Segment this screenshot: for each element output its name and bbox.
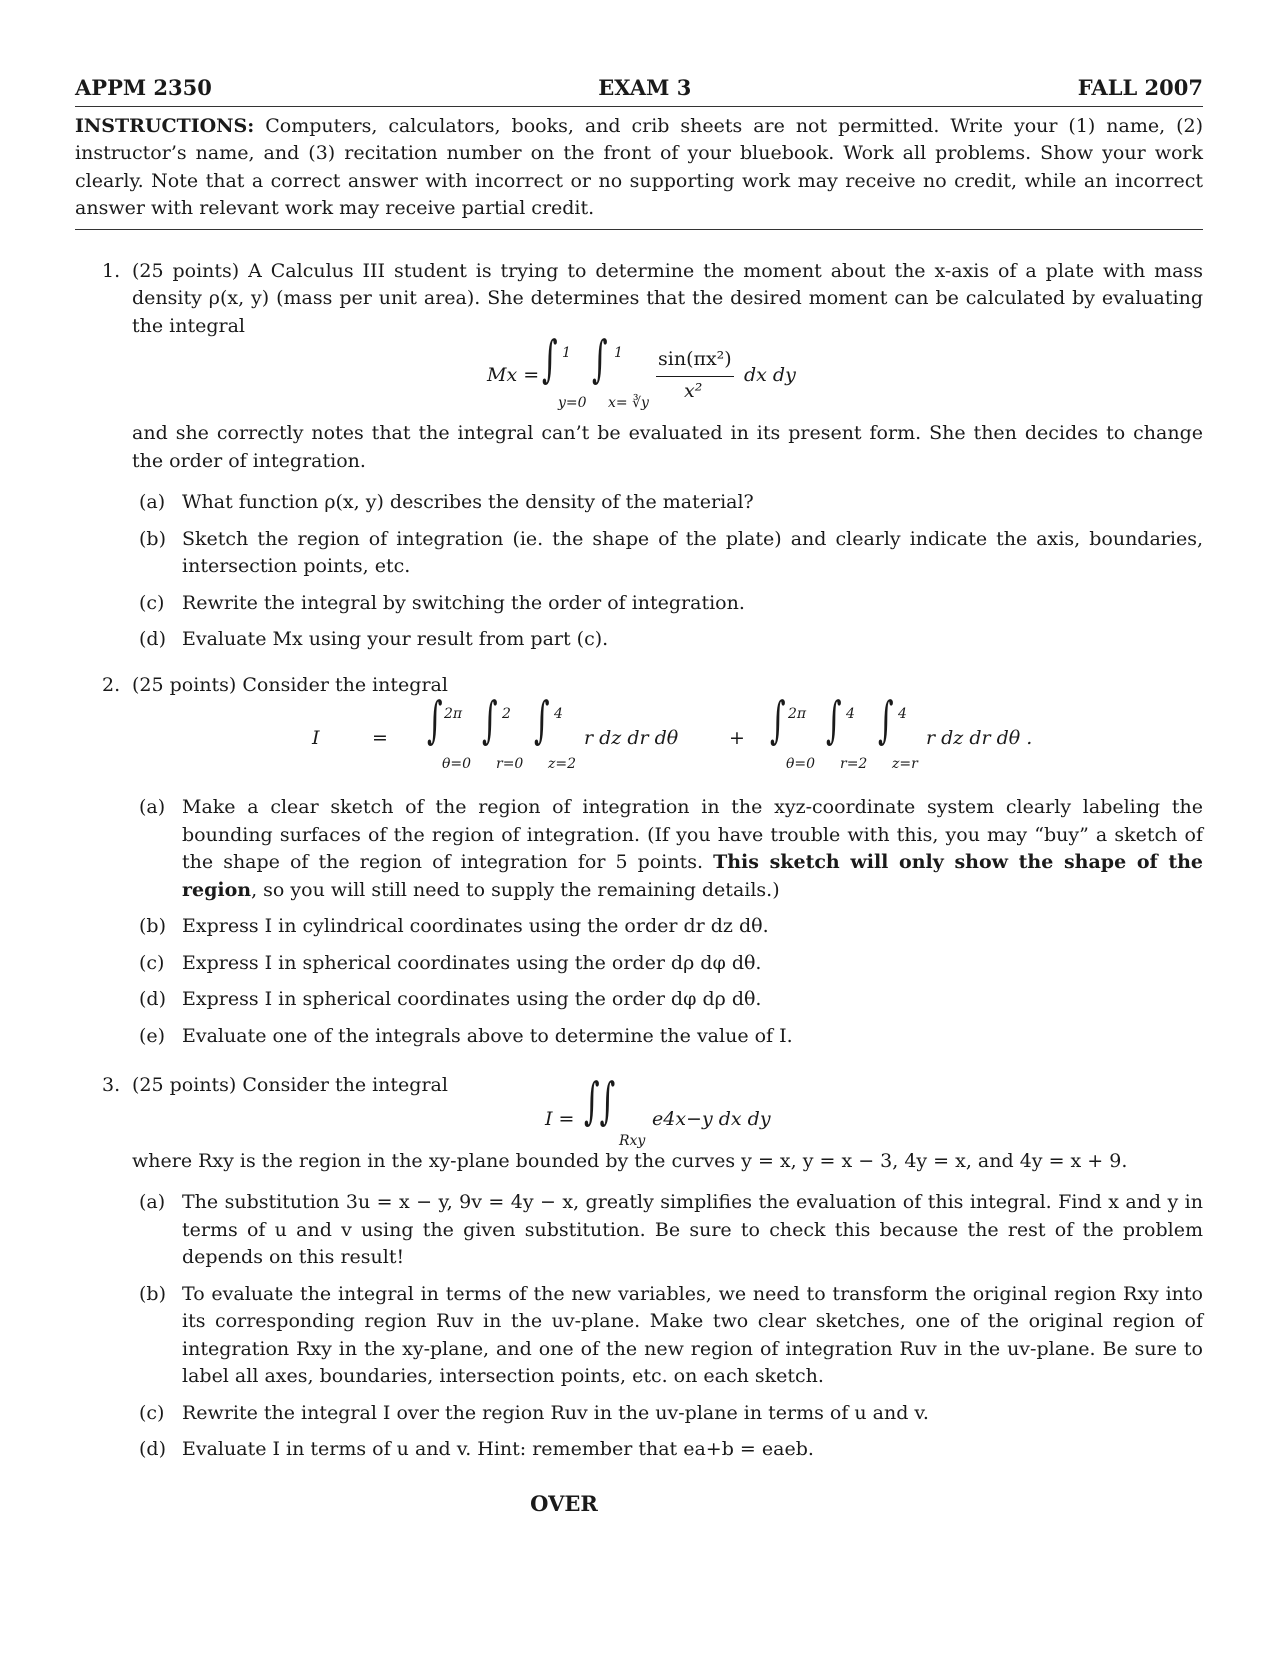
problem-intro: (25 points) A Calculus III student is trying to determine the moment about the x-axis of a plate with mass density ρ(x, y) (mass per unit area). She determines that the desired moment can be calculated by evaluating the integral bbox=[132, 259, 1203, 337]
numerator: sin(πx²) bbox=[658, 348, 732, 370]
part-e: (e) Evaluate one of the integrals above to determine the value of I. bbox=[139, 1024, 793, 1047]
integral-sign: ∫ bbox=[542, 330, 558, 388]
part-c: (c) Rewrite the integral I over the region Ruv in the uv-plane in terms of u and v. bbox=[139, 1401, 929, 1424]
problem-2 bbox=[75, 672, 1203, 1051]
part-d: (d) Evaluate I in terms of u and v. Hint: remember that ea+b = eaeb. bbox=[139, 1438, 814, 1460]
exam-term: FALL 2007 bbox=[1077, 75, 1203, 100]
integral-sign: ∫ bbox=[592, 330, 608, 388]
eq-lhs: Mx = bbox=[487, 364, 540, 386]
exam-title: EXAM 3 bbox=[598, 75, 692, 100]
problem-3 bbox=[75, 1072, 1203, 1464]
lower-limit-x: x= ∛y bbox=[608, 395, 649, 411]
equation-I: I = ∫ 2π θ=0 ∫ 2 r=0 ∫ 4 z=2 r dz dr dθ + ∫ 2π θ=0 ∫ 4 r=2 ∫ 4 z=r r dz dr dθ . bbox=[312, 691, 1033, 772]
problem-1 bbox=[75, 258, 1203, 654]
part-c: (c) Express I in spherical coordinates using the order dρ dφ dθ. bbox=[139, 951, 762, 974]
part-b: (b) Sketch the region of integration (ie. the shape of the plate) and clearly indicate the axis, boundaries, intersection points, etc. bbox=[139, 527, 1203, 577]
instructions bbox=[75, 113, 1203, 230]
problem-intro: (25 points) Consider the integral bbox=[132, 673, 448, 696]
equation-moment bbox=[132, 330, 1203, 414]
course-code: APPM 2350 bbox=[75, 75, 212, 100]
part-a: (a) The substitution 3u = x − y, 9v = 4y − x, greatly simplifies the evaluation of this integral. Find x and y in terms of u and v using the given substitution. Be sure to check this because the rest of the problem depends on this result! bbox=[139, 1191, 1203, 1268]
upper-limit: 1 bbox=[562, 345, 571, 361]
part-d: (d) Express I in spherical coordinates using the order dφ dρ dθ. bbox=[139, 988, 762, 1010]
instructions-label: INSTRUCTIONS: bbox=[75, 114, 255, 137]
exam-page bbox=[75, 74, 1203, 1464]
part-a: (a) Make a clear sketch of the region of integration in the xyz-coordinate system clearly labeling the bounding surfaces of the region of integration. (If you have trouble with this, you may “buy” a sketch of the shape of the region of integration for 5 points. This sketch will only show the shape of the region, so you will still need to supply the remaining details.) bbox=[139, 796, 1203, 901]
over-label: OVER bbox=[530, 1491, 598, 1516]
part-a: (a) What function ρ(x, y) describes the density of the material? bbox=[139, 491, 754, 513]
problem-intro: (25 points) Consider the integral bbox=[132, 1074, 448, 1096]
part-b: (b) Express I in cylindrical coordinates using the order dr dz dθ. bbox=[139, 915, 769, 937]
upper-limit: 1 bbox=[614, 345, 623, 361]
differentials: dx dy bbox=[744, 364, 796, 386]
problem-number: 2. bbox=[102, 673, 121, 696]
problem-number: 3. bbox=[102, 1074, 121, 1096]
part-d: (d) Evaluate Mx using your result from part (c). bbox=[139, 628, 609, 650]
part-b: (b) To evaluate the integral in terms of the new variables, we need to transform the original region Rxy into its corresponding region Ruv in the uv-plane. Make two clear sketches, one of the original region of integration Rxy in the xy-plane, and one of the new region of integration Ruv in the uv-plane. Be sure to label all axes, boundaries, intersection points, etc. on each sketch. bbox=[139, 1282, 1203, 1387]
fraction-bar bbox=[656, 376, 734, 377]
equation-double-integral: I = ∫∫ Rxy e4x−y dx dy bbox=[545, 1071, 771, 1149]
instructions-text: Computers, calculators, books, and crib sheets are not permitted. Write your (1) name, (2) instructor’s name, and (3) recitation number on the front of your bluebook. Work all problems. Show your work clearly. Note that a correct answer with incorrect or no supporting work may receive no credit, while an incorrect answer with relevant work may receive partial credit. bbox=[75, 114, 1203, 219]
exam-header bbox=[75, 74, 1203, 107]
problem-number: 1. bbox=[102, 259, 121, 282]
lower-limit-y: y=0 bbox=[558, 395, 587, 411]
part-c: (c) Rewrite the integral by switching the order of integration. bbox=[139, 591, 745, 614]
problem-after: where Rxy is the region in the xy-plane bounded by the curves y = x, y = x − 3, 4y = x, and 4y = x + 9. bbox=[132, 1149, 1128, 1172]
denominator: x² bbox=[684, 380, 703, 402]
problem-after: and she correctly notes that the integral can’t be evaluated in its present form. She then decides to change the order of integration. bbox=[132, 422, 1203, 472]
